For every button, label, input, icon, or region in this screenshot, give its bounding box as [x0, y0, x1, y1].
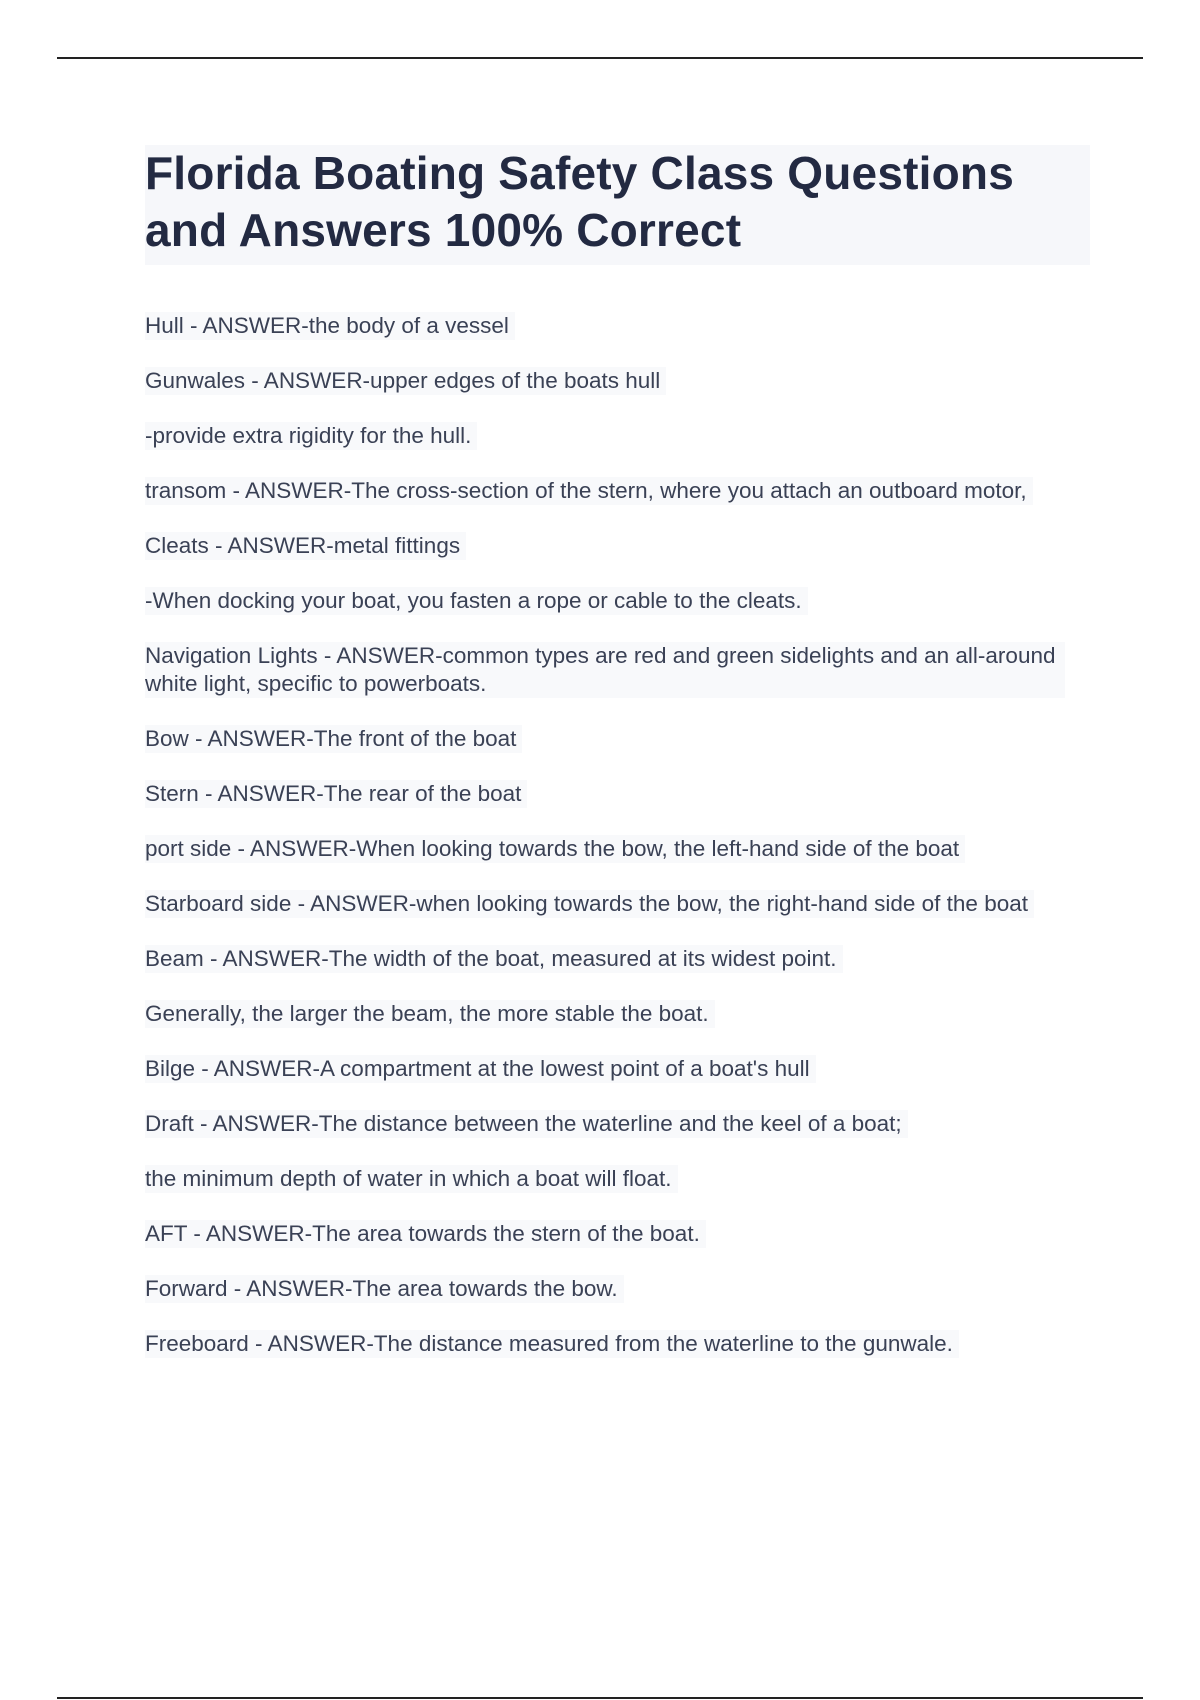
qa-entry-beam-note: Generally, the larger the beam, the more stable the boat. [145, 1000, 715, 1028]
qa-entry-aft: AFT - ANSWER-The area towards the stern of the boat. [145, 1220, 706, 1248]
qa-entry-navigation-lights: Navigation Lights - ANSWER-common types are red and green sidelights and an all-around white light, specific to powerboats. [145, 642, 1065, 698]
qa-entry-hull: Hull - ANSWER-the body of a vessel [145, 312, 515, 340]
footer-divider [57, 1697, 1143, 1699]
header-divider [57, 57, 1143, 59]
qa-entry-beam: Beam - ANSWER-The width of the boat, measured at its widest point. [145, 945, 843, 973]
qa-entry-forward: Forward - ANSWER-The area towards the bow. [145, 1275, 624, 1303]
qa-entry-draft-note: the minimum depth of water in which a boat will float. [145, 1165, 678, 1193]
qa-entry-stern: Stern - ANSWER-The rear of the boat [145, 780, 527, 808]
qa-entry-cleats: Cleats - ANSWER-metal fittings [145, 532, 466, 560]
qa-entry-cleats-note: -When docking your boat, you fasten a rope or cable to the cleats. [145, 587, 808, 615]
qa-entry-gunwales: Gunwales - ANSWER-upper edges of the boats hull [145, 367, 666, 395]
qa-entry-freeboard: Freeboard - ANSWER-The distance measured from the waterline to the gunwale. [145, 1330, 959, 1358]
qa-list [145, 312, 1065, 1385]
qa-entry-port-side: port side - ANSWER-When looking towards the bow, the left-hand side of the boat [145, 835, 965, 863]
qa-entry-gunwales-note: -provide extra rigidity for the hull. [145, 422, 477, 450]
qa-entry-transom: transom - ANSWER-The cross-section of the stern, where you attach an outboard motor, [145, 477, 1033, 505]
qa-entry-starboard-side: Starboard side - ANSWER-when looking towards the bow, the right-hand side of the boat [145, 890, 1034, 918]
qa-entry-bow: Bow - ANSWER-The front of the boat [145, 725, 522, 753]
title-block [145, 145, 1090, 265]
qa-entry-bilge: Bilge - ANSWER-A compartment at the lowest point of a boat's hull [145, 1055, 816, 1083]
qa-entry-draft: Draft - ANSWER-The distance between the waterline and the keel of a boat; [145, 1110, 908, 1138]
document-title: Florida Boating Safety Class Questions and Answers 100% Correct [145, 147, 1014, 256]
